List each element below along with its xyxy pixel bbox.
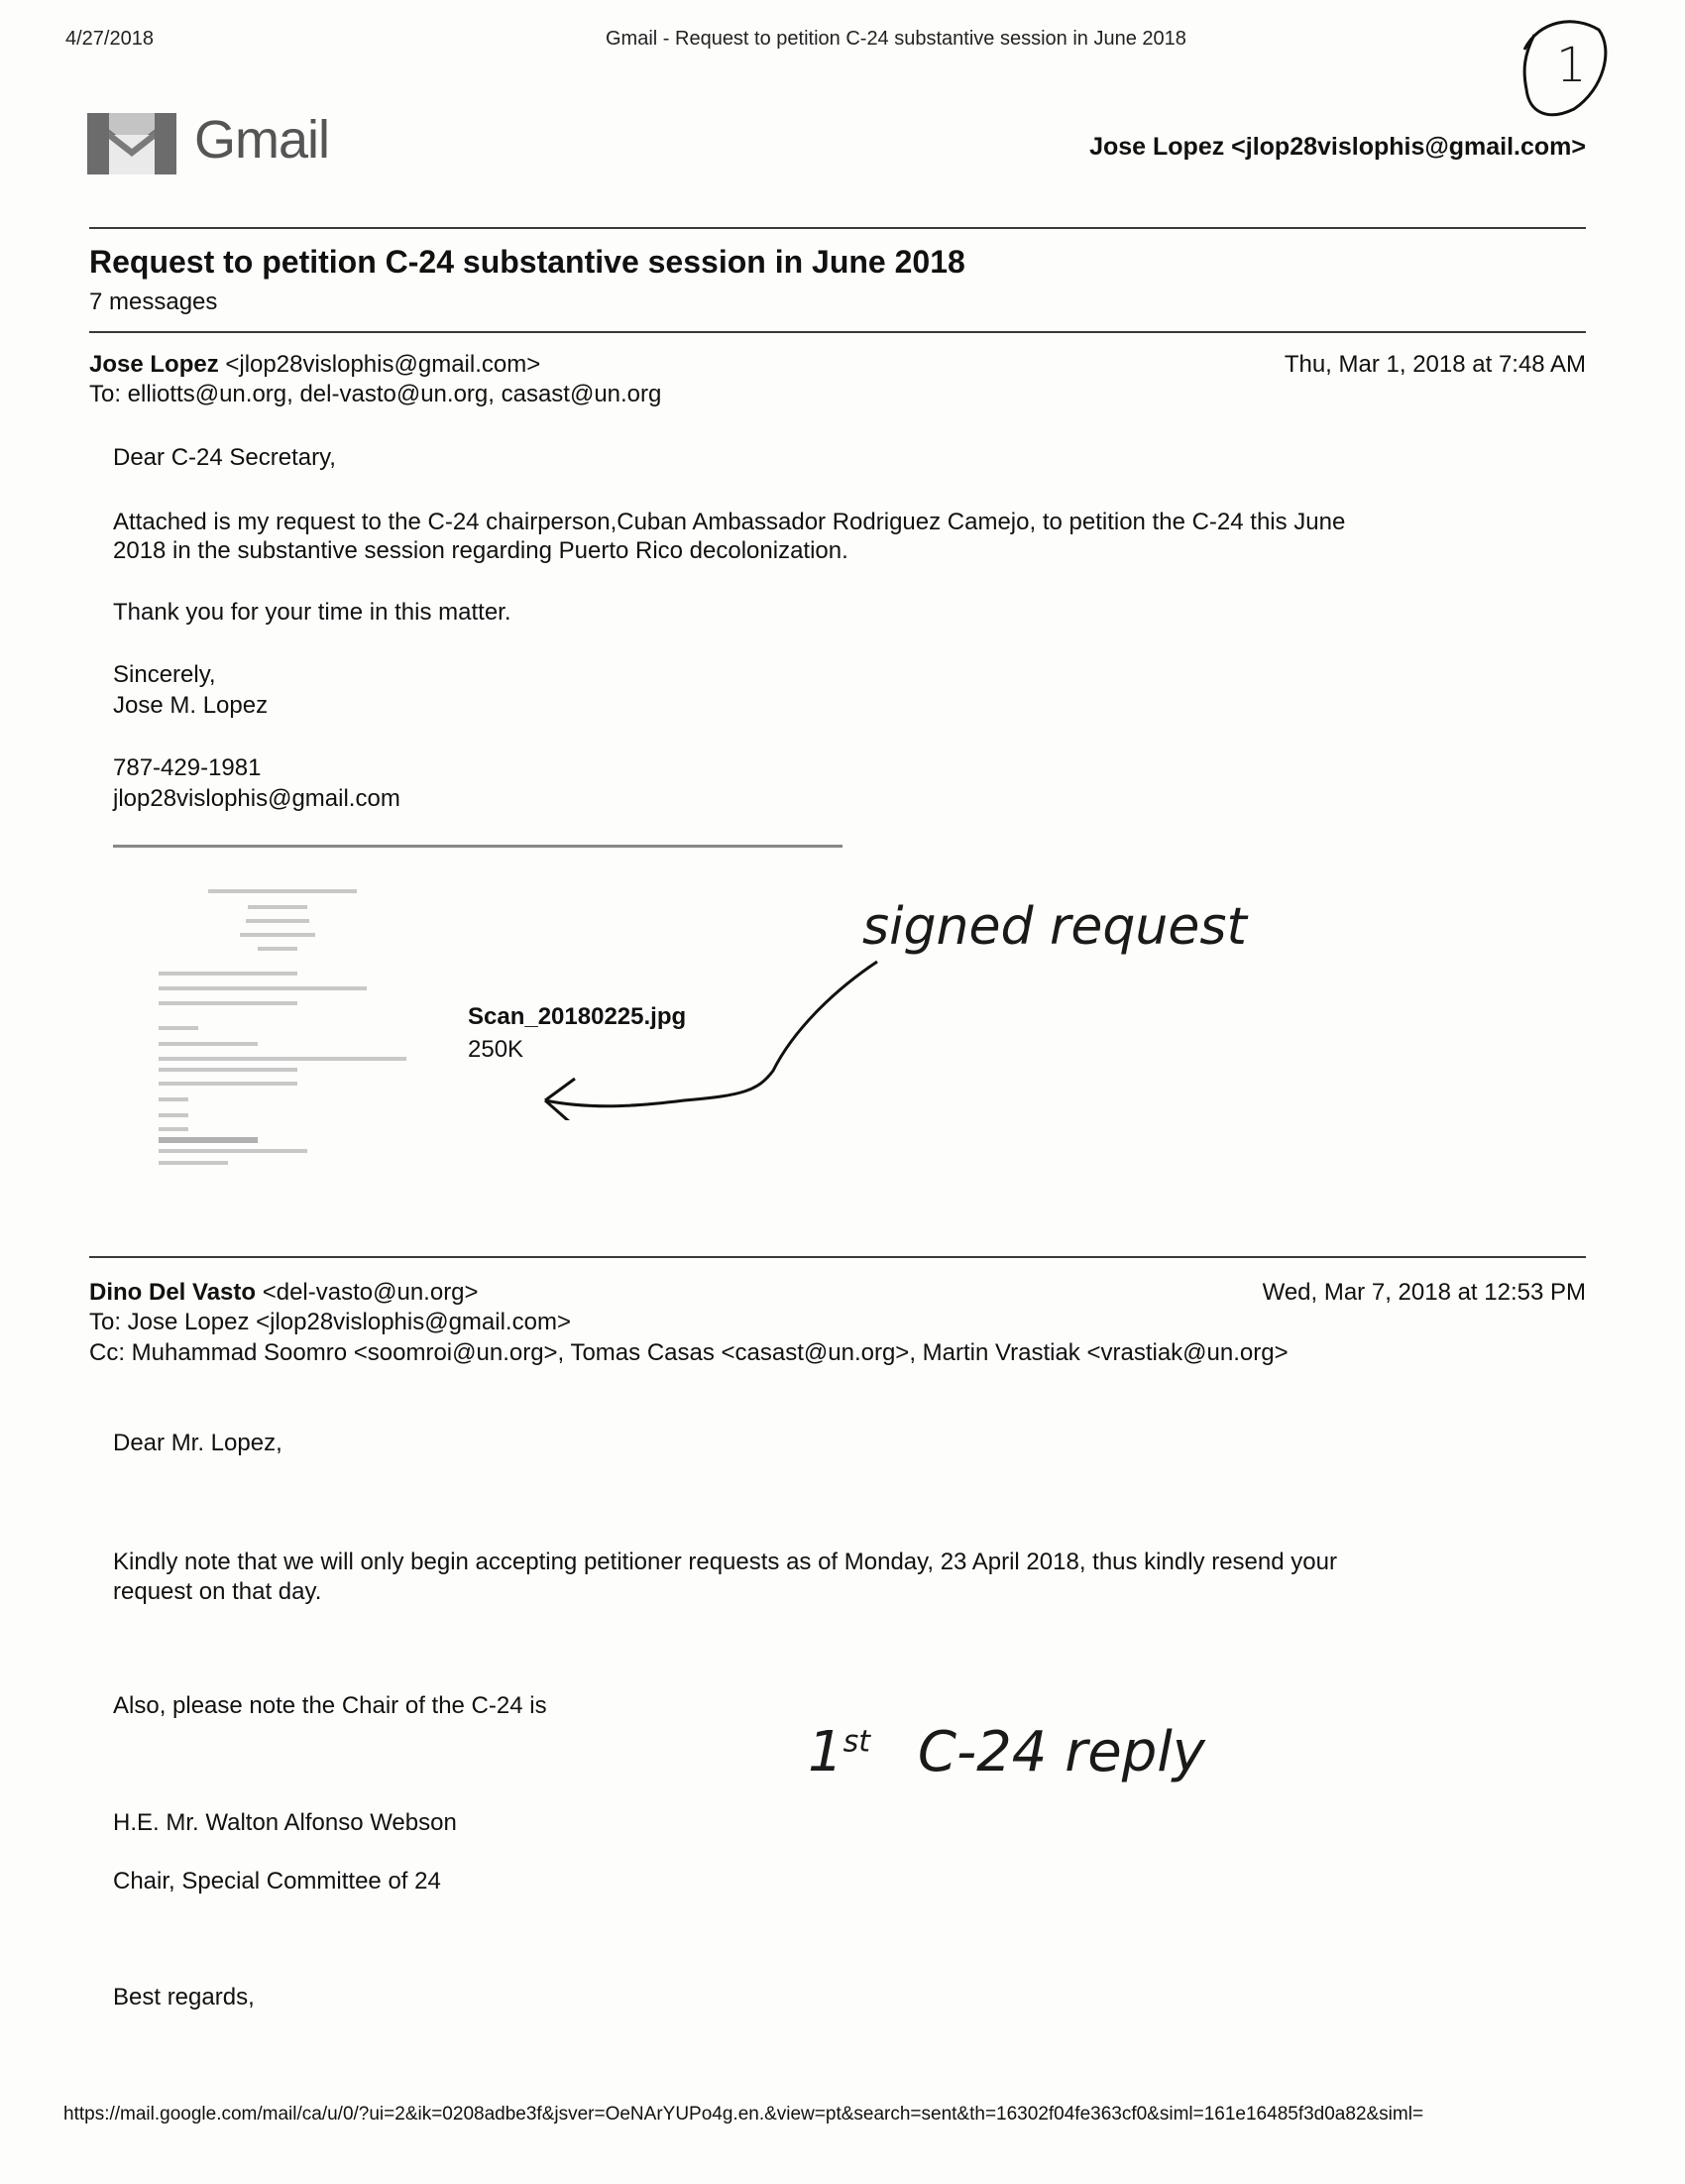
message-2-recipients: To: Jose Lopez <jlop28vislophis@gmail.com> [89, 1309, 571, 1335]
handwritten-note-first-reply [808, 1720, 1205, 1784]
body-line: Chair, Special Committee of 24 [113, 1868, 441, 1895]
message-2-cc: Cc: Muhammad Soomro <soomroi@un.org>, Tomas Casas <casast@un.org>, Martin Vrastiak <vrastiak@un.org> [89, 1339, 1289, 1366]
note-superscript: st [842, 1724, 871, 1760]
body-line: Kindly note that we will only begin accepting petitioner requests as of Monday, 23 April 2018, thus kindly resend your [113, 1549, 1337, 1575]
message-1-date: Thu, Mar 1, 2018 at 7:48 AM [1284, 351, 1586, 378]
body-line: Also, please note the Chair of the C-24 is [113, 1692, 547, 1719]
body-line: request on that day. [113, 1578, 322, 1605]
sender-email: <jlop28vislophis@gmail.com> [225, 351, 541, 378]
message-1-sender[interactable] [89, 351, 540, 379]
thread-subject: Request to petition C-24 substantive session in June 2018 [89, 244, 965, 280]
sender-name: Dino Del Vasto [89, 1279, 257, 1306]
body-line: Best regards, [113, 1984, 255, 2011]
print-date: 4/27/2018 [65, 28, 154, 50]
body-line: Jose M. Lopez [113, 692, 269, 719]
note-text: C-24 reply [917, 1720, 1205, 1784]
body-line: Dear Mr. Lopez, [113, 1430, 282, 1456]
body-line: Sincerely, [113, 661, 216, 688]
message-2-sender[interactable] [89, 1279, 479, 1307]
print-title: Gmail - Request to petition C-24 substantive session in June 2018 [606, 28, 1186, 50]
gmail-m-icon [87, 113, 176, 174]
divider [89, 227, 1586, 229]
message-count: 7 messages [89, 288, 218, 315]
attachment-size: 250K [468, 1036, 524, 1063]
body-line: 2018 in the substantive session regarding Puerto Rico decolonization. [113, 537, 848, 564]
body-line: H.E. Mr. Walton Alfonso Webson [113, 1809, 457, 1836]
message-2-date: Wed, Mar 7, 2018 at 12:53 PM [1262, 1279, 1586, 1306]
divider [89, 1256, 1586, 1258]
handwritten-note-signed-request: signed request [862, 897, 1247, 957]
body-line: Attached is my request to the C-24 chairperson,Cuban Ambassador Rodriguez Camejo, to petition the C-24 this June [113, 509, 1346, 535]
footer-url[interactable]: https://mail.google.com/mail/ca/u/0/?ui=2&ik=0208adbe3f&jsver=OeNArYUPo4g.en.&view=pt&search=sent&th=16302f04fe363cf0&siml=161e16485f3d0a82&siml= [63, 2104, 1424, 2125]
arrow-annotation-icon [535, 952, 892, 1120]
body-line: jlop28vislophis@gmail.com [113, 785, 400, 812]
gmail-logo [87, 113, 176, 179]
attachment-divider [113, 845, 842, 848]
body-line: 787-429-1981 [113, 754, 262, 781]
page-number-annotation [1515, 10, 1614, 119]
body-line: Thank you for your time in this matter. [113, 599, 511, 626]
message-1-recipients: To: elliotts@un.org, del-vasto@un.org, casast@un.org [89, 381, 662, 407]
document-thumbnail-icon[interactable] [159, 877, 406, 1165]
sender-name: Jose Lopez [89, 351, 219, 378]
sender-email: <del-vasto@un.org> [262, 1279, 479, 1306]
attachment-filename[interactable]: Scan_20180225.jpg [468, 1003, 687, 1030]
gmail-wordmark: Gmail [194, 110, 330, 170]
page-number-text: 1 [1556, 38, 1587, 93]
divider [89, 331, 1586, 333]
note-ordinal: 1 [808, 1720, 843, 1784]
body-line: Dear C-24 Secretary, [113, 444, 336, 471]
account-identity: Jose Lopez <jlop28vislophis@gmail.com> [1089, 133, 1586, 161]
